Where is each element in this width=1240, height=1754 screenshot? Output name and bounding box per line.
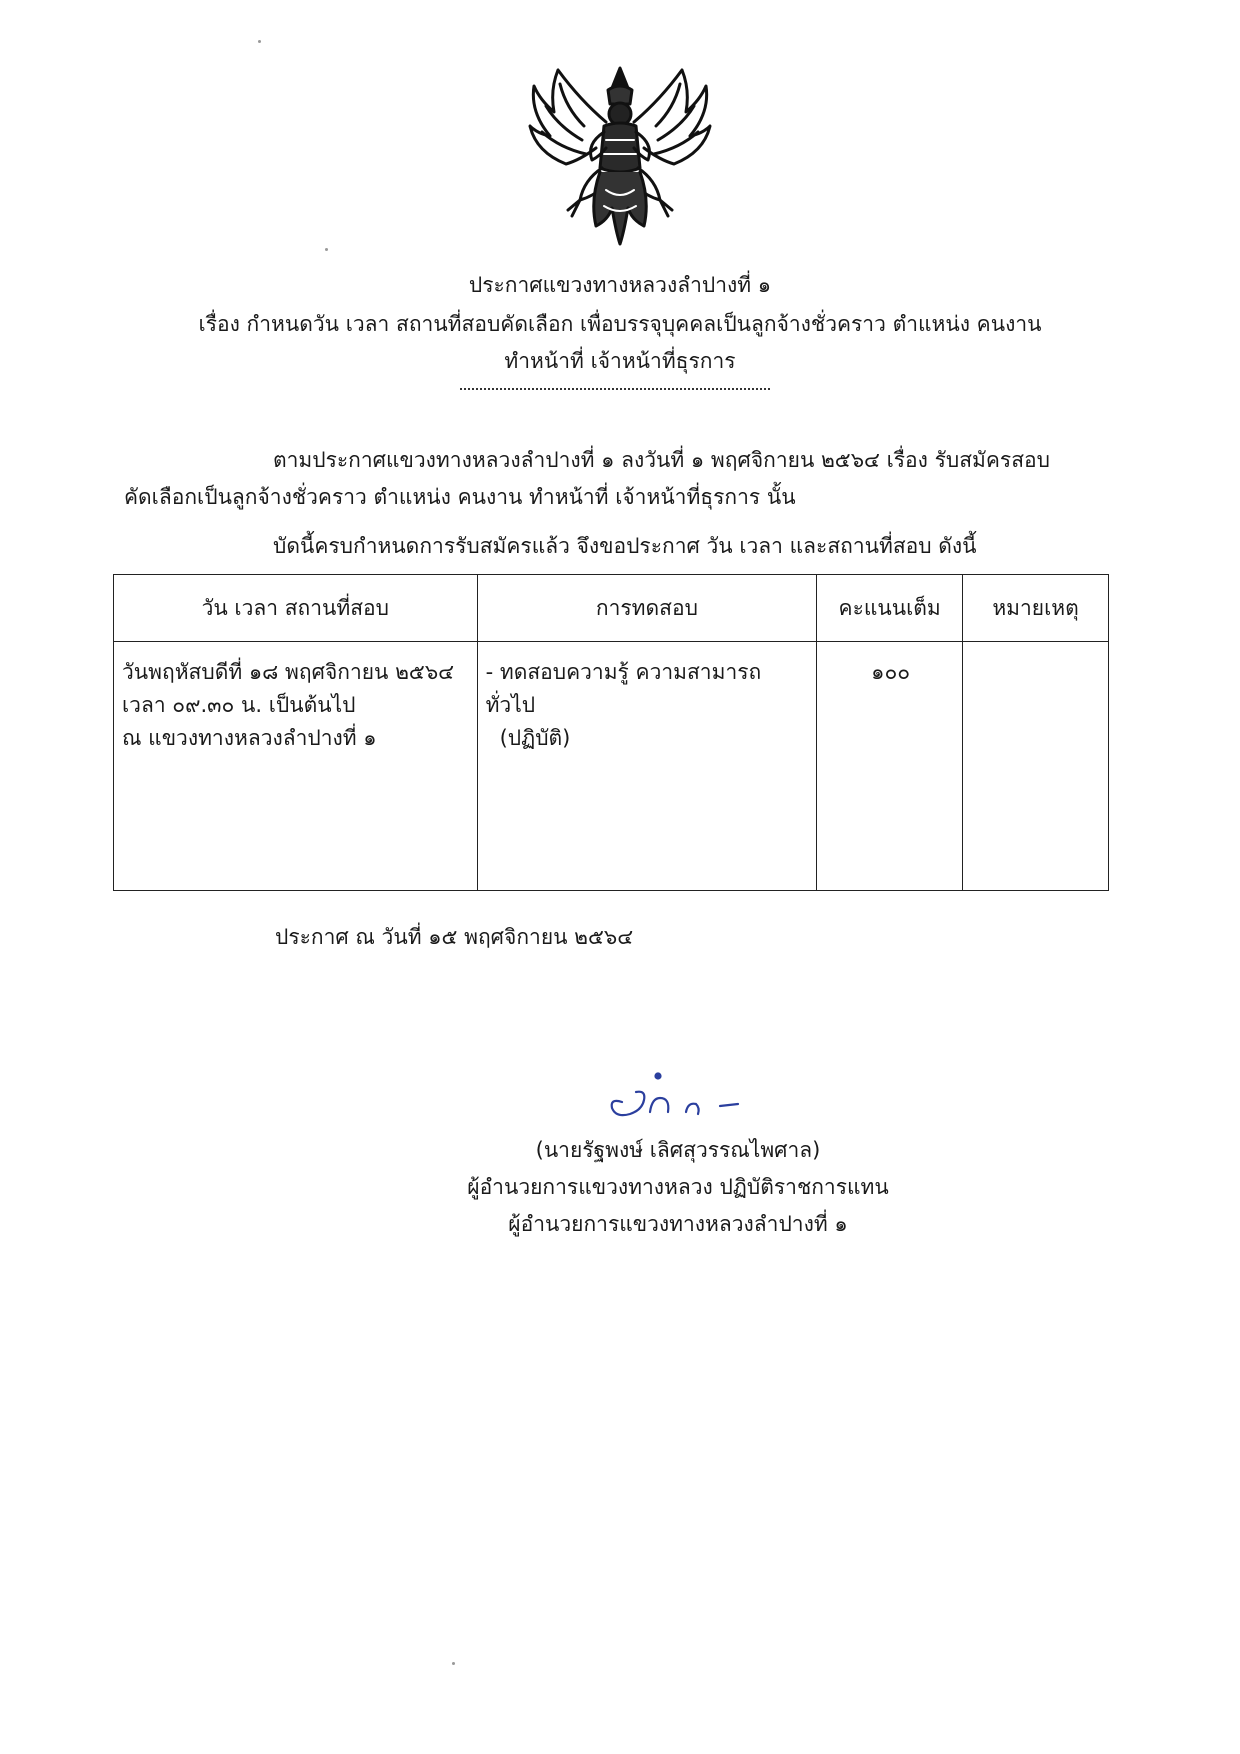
cell-score: ๑๐๐ [817,642,963,891]
handwritten-signature-icon [600,1068,750,1128]
header-full-score: คะแนนเต็ม [817,575,963,642]
table-header-row [114,575,1109,642]
body-paragraph-2: บัดนี้ครบกำหนดการรับสมัครแล้ว จึงขอประกาศ วัน เวลา และสถานที่สอบ ดังนี้ [273,534,977,558]
body-paragraph-line2: คัดเลือกเป็นลูกจ้างชั่วคราว ตำแหน่ง คนงาน ทำหน้าที่ เจ้าหน้าที่ธุรการ นั้น [124,485,796,509]
announcement-subject: เรื่อง กำหนดวัน เวลา สถานที่สอบคัดเลือก เพื่อบรรจุบุคคลเป็นลูกจ้างชั่วคราว ตำแหน่ง คนงาน [198,312,1042,336]
exam-place: ณ แขวงทางหลวงลำปางที่ ๑ [122,726,377,750]
dotted-divider [460,388,770,390]
header-test: การทดสอบ [477,575,817,642]
header-date-time-place: วัน เวลา สถานที่สอบ [114,575,478,642]
exam-date: วันพฤหัสบดีที่ ๑๘ พฤศจิกายน ๒๕๖๔ [122,660,455,684]
exam-time: เวลา ๐๙.๓๐ น. เป็นต้นไป [122,693,356,717]
cell-remark [963,642,1109,891]
signer-title-acting: ผู้อำนวยการแขวงทางหลวง ปฏิบัติราชการแทน [467,1175,889,1199]
announcement-subject-cont: ทำหน้าที่ เจ้าหน้าที่ธุรการ [504,349,736,373]
announcement-date: ประกาศ ณ วันที่ ๑๕ พฤศจิกายน ๒๕๖๔ [275,925,634,949]
garuda-emblem-icon [520,60,720,250]
test-type: (ปฏิบัติ) [499,726,571,750]
table-row [114,642,1109,891]
body-paragraph-line1: ตามประกาศแขวงทางหลวงลำปางที่ ๑ ลงวันที่ ๑ พฤศจิกายน ๒๕๖๔ เรื่อง รับสมัครสอบ [273,448,1050,472]
scan-speck [452,1662,455,1665]
signer-name: (นายรัฐพงษ์ เลิศสุวรรณไพศาล) [535,1138,821,1162]
scan-speck [325,248,328,251]
test-description: - ทดสอบความรู้ ความสามารถทั่วไป [485,660,762,717]
signer-title: ผู้อำนวยการแขวงทางหลวงลำปางที่ ๑ [508,1212,848,1236]
header-remark: หมายเหตุ [963,575,1109,642]
exam-schedule-table [113,574,1109,891]
cell-date-time-place [114,642,478,891]
cell-test [477,642,817,891]
scan-speck [258,40,261,43]
announcement-title: ประกาศแขวงทางหลวงลำปางที่ ๑ [468,273,772,297]
